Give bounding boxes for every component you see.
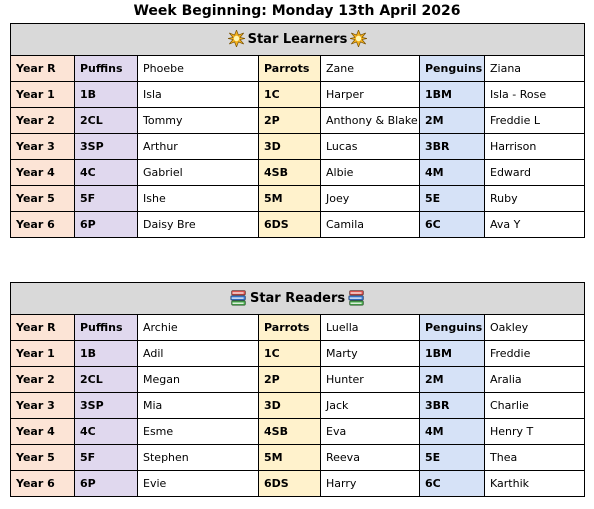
puffins-class-cell: 3SP bbox=[75, 393, 138, 419]
penguins-name-cell: Harrison bbox=[485, 134, 585, 160]
parrots-class-cell: 2P bbox=[259, 108, 321, 134]
penguins-class-cell: 1BM bbox=[420, 82, 485, 108]
section-banner-cell bbox=[11, 283, 585, 315]
puffins-class-cell: 5F bbox=[75, 186, 138, 212]
table-row bbox=[11, 315, 585, 341]
penguins-class-cell: 3BR bbox=[420, 393, 485, 419]
puffins-name-cell: Gabriel bbox=[138, 160, 259, 186]
parrots-class-cell: Parrots bbox=[259, 315, 321, 341]
penguins-name-cell: Ziana bbox=[485, 56, 585, 82]
puffins-class-cell: Puffins bbox=[75, 315, 138, 341]
puffins-class-cell: 3SP bbox=[75, 134, 138, 160]
penguins-class-cell: 6C bbox=[420, 471, 485, 497]
section-title: Star Readers bbox=[249, 291, 346, 306]
parrots-class-cell: 1C bbox=[259, 82, 321, 108]
penguins-name-cell: Charlie bbox=[485, 393, 585, 419]
penguins-class-cell: Penguins bbox=[420, 56, 485, 82]
parrots-class-cell: 6DS bbox=[259, 212, 321, 238]
penguins-class-cell: 5E bbox=[420, 445, 485, 471]
penguins-name-cell: Freddie bbox=[485, 341, 585, 367]
parrots-class-cell: 4SB bbox=[259, 419, 321, 445]
penguins-class-cell: 6C bbox=[420, 212, 485, 238]
penguins-name-cell: Henry T bbox=[485, 419, 585, 445]
puffins-class-cell: 5F bbox=[75, 445, 138, 471]
table-row bbox=[11, 160, 585, 186]
parrots-name-cell: Marty bbox=[321, 341, 420, 367]
table-row bbox=[11, 419, 585, 445]
parrots-name-cell: Lucas bbox=[321, 134, 420, 160]
star-readers-table bbox=[10, 282, 585, 497]
table-row bbox=[11, 56, 585, 82]
penguins-class-cell: 3BR bbox=[420, 134, 485, 160]
section-banner-cell bbox=[11, 24, 585, 56]
year-cell: Year 5 bbox=[11, 445, 75, 471]
sparkle-burst-icon bbox=[350, 30, 367, 47]
parrots-class-cell: 6DS bbox=[259, 471, 321, 497]
year-cell: Year 4 bbox=[11, 160, 75, 186]
penguins-class-cell: 1BM bbox=[420, 341, 485, 367]
puffins-name-cell: Adil bbox=[138, 341, 259, 367]
penguins-class-cell: 2M bbox=[420, 367, 485, 393]
puffins-name-cell: Stephen bbox=[138, 445, 259, 471]
parrots-name-cell: Hunter bbox=[321, 367, 420, 393]
parrots-class-cell: 4SB bbox=[259, 160, 321, 186]
page-title: Week Beginning: Monday 13th April 2026 bbox=[133, 3, 461, 19]
parrots-name-cell: Luella bbox=[321, 315, 420, 341]
parrots-name-cell: Reeva bbox=[321, 445, 420, 471]
table-row bbox=[11, 445, 585, 471]
puffins-name-cell: Evie bbox=[138, 471, 259, 497]
year-cell: Year 3 bbox=[11, 393, 75, 419]
puffins-class-cell: 1B bbox=[75, 341, 138, 367]
parrots-class-cell: 2P bbox=[259, 367, 321, 393]
puffins-name-cell: Megan bbox=[138, 367, 259, 393]
puffins-name-cell: Arthur bbox=[138, 134, 259, 160]
parrots-name-cell: Eva bbox=[321, 419, 420, 445]
penguins-name-cell: Oakley bbox=[485, 315, 585, 341]
puffins-class-cell: 4C bbox=[75, 160, 138, 186]
penguins-name-cell: Freddie L bbox=[485, 108, 585, 134]
year-cell: Year R bbox=[11, 56, 75, 82]
section-banner bbox=[11, 283, 585, 315]
puffins-name-cell: Esme bbox=[138, 419, 259, 445]
puffins-class-cell: 2CL bbox=[75, 367, 138, 393]
puffins-class-cell: 1B bbox=[75, 82, 138, 108]
year-cell: Year 1 bbox=[11, 82, 75, 108]
parrots-name-cell: Harry bbox=[321, 471, 420, 497]
parrots-class-cell: 5M bbox=[259, 445, 321, 471]
penguins-name-cell: Karthik bbox=[485, 471, 585, 497]
parrots-name-cell: Harper bbox=[321, 82, 420, 108]
puffins-class-cell: 4C bbox=[75, 419, 138, 445]
parrots-class-cell: 3D bbox=[259, 393, 321, 419]
book-stack-icon bbox=[348, 289, 365, 306]
table-row bbox=[11, 134, 585, 160]
penguins-name-cell: Ava Y bbox=[485, 212, 585, 238]
year-cell: Year 3 bbox=[11, 134, 75, 160]
penguins-name-cell: Edward bbox=[485, 160, 585, 186]
section-title: Star Learners bbox=[247, 32, 348, 47]
star-learners-table bbox=[10, 23, 585, 238]
book-stack-icon bbox=[230, 289, 247, 306]
table-row bbox=[11, 108, 585, 134]
year-cell: Year 5 bbox=[11, 186, 75, 212]
parrots-name-cell: Jack bbox=[321, 393, 420, 419]
table-row bbox=[11, 82, 585, 108]
parrots-name-cell: Joey bbox=[321, 186, 420, 212]
penguins-class-cell: 4M bbox=[420, 419, 485, 445]
year-cell: Year 1 bbox=[11, 341, 75, 367]
section-banner bbox=[11, 24, 585, 56]
puffins-class-cell: 6P bbox=[75, 471, 138, 497]
puffins-name-cell: Archie bbox=[138, 315, 259, 341]
penguins-name-cell: Ruby bbox=[485, 186, 585, 212]
penguins-name-cell: Aralia bbox=[485, 367, 585, 393]
puffins-name-cell: Isla bbox=[138, 82, 259, 108]
penguins-class-cell: 5E bbox=[420, 186, 485, 212]
table-row bbox=[11, 367, 585, 393]
puffins-name-cell: Daisy Bre bbox=[138, 212, 259, 238]
year-cell: Year 6 bbox=[11, 212, 75, 238]
puffins-name-cell: Ishe bbox=[138, 186, 259, 212]
puffins-name-cell: Phoebe bbox=[138, 56, 259, 82]
parrots-name-cell: Anthony & Blake bbox=[321, 108, 420, 134]
sparkle-burst-icon bbox=[228, 30, 245, 47]
table-row bbox=[11, 471, 585, 497]
year-cell: Year 2 bbox=[11, 108, 75, 134]
table-row bbox=[11, 393, 585, 419]
year-cell: Year 4 bbox=[11, 419, 75, 445]
year-cell: Year 6 bbox=[11, 471, 75, 497]
year-cell: Year R bbox=[11, 315, 75, 341]
puffins-class-cell: Puffins bbox=[75, 56, 138, 82]
parrots-class-cell: Parrots bbox=[259, 56, 321, 82]
parrots-name-cell: Albie bbox=[321, 160, 420, 186]
puffins-name-cell: Tommy bbox=[138, 108, 259, 134]
puffins-class-cell: 2CL bbox=[75, 108, 138, 134]
penguins-class-cell: 4M bbox=[420, 160, 485, 186]
parrots-class-cell: 5M bbox=[259, 186, 321, 212]
table-row bbox=[11, 186, 585, 212]
puffins-name-cell: Mia bbox=[138, 393, 259, 419]
table-row bbox=[11, 212, 585, 238]
parrots-class-cell: 1C bbox=[259, 341, 321, 367]
parrots-name-cell: Camila bbox=[321, 212, 420, 238]
penguins-name-cell: Thea bbox=[485, 445, 585, 471]
table-row bbox=[11, 341, 585, 367]
penguins-class-cell: 2M bbox=[420, 108, 485, 134]
year-cell: Year 2 bbox=[11, 367, 75, 393]
parrots-class-cell: 3D bbox=[259, 134, 321, 160]
penguins-class-cell: Penguins bbox=[420, 315, 485, 341]
parrots-name-cell: Zane bbox=[321, 56, 420, 82]
penguins-name-cell: Isla - Rose bbox=[485, 82, 585, 108]
puffins-class-cell: 6P bbox=[75, 212, 138, 238]
